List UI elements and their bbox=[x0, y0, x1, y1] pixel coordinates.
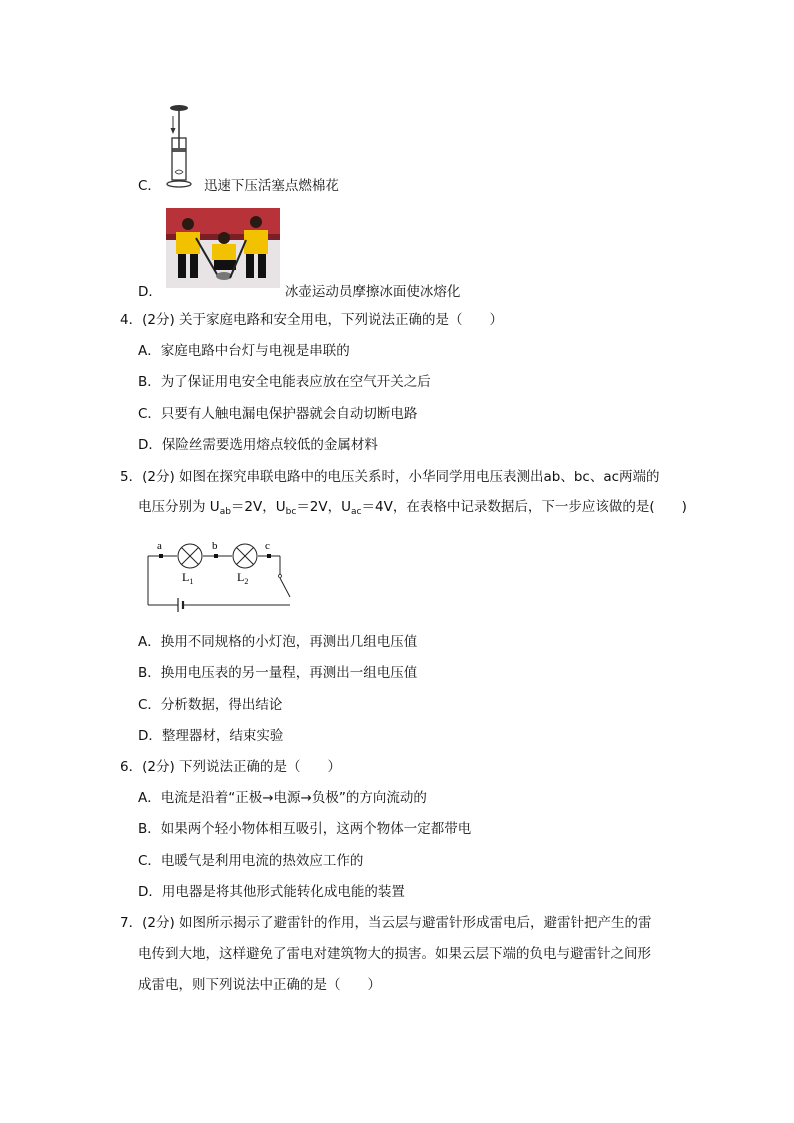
q6-option-c: C．电暖气是利用电流的热效应工作的 bbox=[138, 853, 364, 869]
q5-text: ＝2V，U bbox=[230, 499, 286, 515]
q5-stem-line2 bbox=[138, 497, 687, 522]
node-label-a: a bbox=[157, 540, 162, 552]
subscript-ac: ac bbox=[351, 507, 362, 517]
q5-option-d: D．整理器材，结束实验 bbox=[138, 728, 284, 744]
series-circuit-diagram bbox=[140, 535, 300, 615]
q6-option-a: A．电流是沿着“正极→电源→负极”的方向流动的 bbox=[138, 790, 427, 806]
q5-option-a: A．换用不同规格的小灯泡，再测出几组电压值 bbox=[138, 634, 418, 650]
node-label-c: c bbox=[265, 540, 270, 552]
q3-option-c bbox=[138, 176, 339, 196]
q4-option-b: B．为了保证用电安全电能表应放在空气开关之后 bbox=[138, 374, 431, 390]
option-text: 冰壶运动员摩擦冰面使冰熔化 bbox=[284, 284, 461, 300]
lamp-label-subscript: 2 bbox=[244, 577, 249, 586]
q4-option-d: D．保险丝需要选用熔点较低的金属材料 bbox=[138, 437, 378, 453]
q5-stem-line1: 5．(2分) 如图在探究串联电路中的电压关系时，小华同学用电压表测出ab、bc、ac两端的 bbox=[120, 469, 660, 485]
q4-stem: 4．(2分) 关于家庭电路和安全用电，下列说法正确的是（ ） bbox=[120, 312, 504, 328]
q6-option-b: B．如果两个轻小物体相互吸引，这两个物体一定都带电 bbox=[138, 821, 472, 837]
q5-text: ＝4V，在表格中记录数据后，下一步应该做的是( ) bbox=[361, 499, 687, 515]
q5-text: 电压分别为 U bbox=[138, 499, 220, 515]
q6-stem: 6．(2分) 下列说法正确的是（ ） bbox=[120, 759, 342, 775]
q5-option-b: B．换用电压表的另一量程，再测出一组电压值 bbox=[138, 665, 418, 681]
q7-stem-line3: 成雷电，则下列说法中正确的是（ ） bbox=[138, 977, 381, 993]
option-text: 迅速下压活塞点燃棉花 bbox=[203, 178, 339, 194]
option-letter: C． bbox=[138, 178, 161, 194]
lamp-label-subscript: 1 bbox=[189, 577, 194, 586]
lamp-label-l2 bbox=[237, 570, 248, 586]
lamp-label-l1 bbox=[182, 570, 193, 586]
q3-option-d bbox=[138, 282, 460, 302]
curling-photo bbox=[166, 208, 280, 288]
q4-option-a: A．家庭电路中台灯与电视是串联的 bbox=[138, 343, 350, 359]
q7-stem-line1: 7．(2分) 如图所示揭示了避雷针的作用，当云层与避雷针形成雷电后，避雷针把产生的雷 bbox=[120, 915, 652, 931]
lamp-label-letter: L bbox=[182, 570, 190, 584]
lamp-label-letter: L bbox=[237, 570, 245, 584]
subscript-bc: bc bbox=[285, 507, 297, 517]
q5-text: ＝2V，U bbox=[296, 499, 352, 515]
q6-option-d: D．用电器是将其他形式能转化成电能的装置 bbox=[138, 884, 405, 900]
subscript-ab: ab bbox=[219, 507, 231, 517]
node-label-b: b bbox=[212, 540, 218, 552]
q4-option-c: C．只要有人触电漏电保护器就会自动切断电路 bbox=[138, 406, 418, 422]
q7-stem-line2: 电传到大地，这样避免了雷电对建筑物大的损害。如果云层下端的负电与避雷针之间形 bbox=[138, 946, 651, 962]
q5-option-c: C．分析数据，得出结论 bbox=[138, 697, 283, 713]
option-letter: D． bbox=[138, 284, 162, 300]
